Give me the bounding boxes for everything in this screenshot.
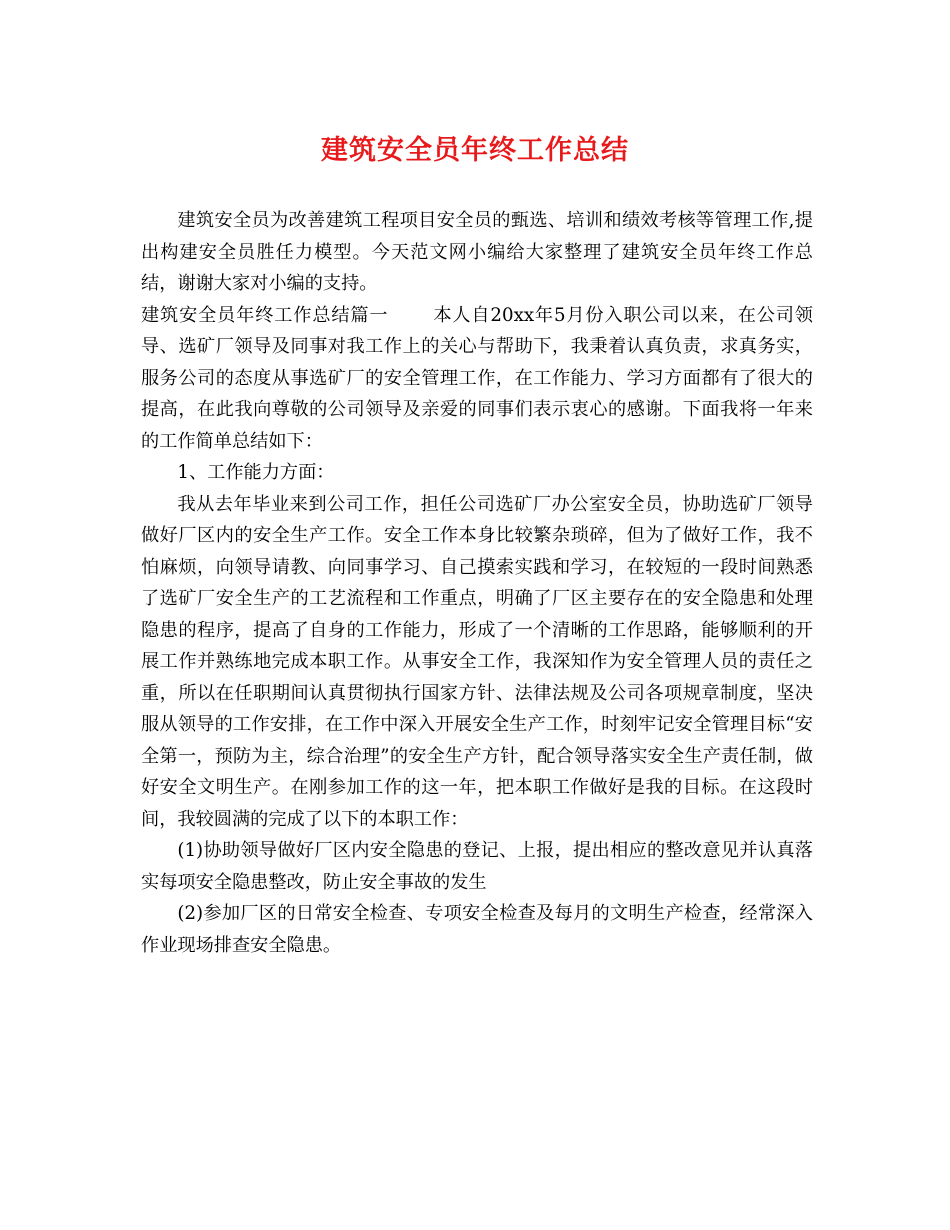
list-item-2: (2)参加厂区的日常安全检查、专项安全检查及每月的文明生产检查，经常深入作业现场排查安全隐患。 <box>141 903 813 956</box>
document-body <box>141 205 813 961</box>
section-paragraph <box>141 300 813 458</box>
intro-paragraph: 建筑安全员为改善建筑工程项目安全员的甄选、培训和绩效考核等管理工作,提出构建安全员胜任力模型。今天范文网小编给大家整理了建筑安全员年终工作总结，谢谢大家对小编的支持。 <box>141 210 813 294</box>
list-item-1: (1)协助领导做好厂区内安全隐患的登记、上报，提出相应的整改意见并认真落实每项安全隐患整改，防止安全事故的发生 <box>141 840 813 893</box>
section-heading: 建筑安全员年终工作总结篇一 <box>141 304 389 326</box>
document-title: 建筑安全员年终工作总结 <box>321 135 629 166</box>
section-opening: 本人自20xx年5月份入职公司以来，在公司领导、选矿厂领导及同事对我工作上的关心与帮助下，我秉着认真负责，求真务实，服务公司的态度从事选矿厂的安全管理工作，在工作能力、学习方面都有了很大的提高，在此我向尊敬的公司领导及亲爱的同事们表示衷心的感谢。下面我将一年来的工作简单总结如下： <box>141 304 813 452</box>
work-ability-paragraph: 我从去年毕业来到公司工作，担任公司选矿厂办公室安全员，协助选矿厂领导做好厂区内的安全生产工作。安全工作本身比较繁杂琐碎，但为了做好工作，我不怕麻烦，向领导请教、向同事学习、自己摸索实践和学习，在较短的一段时间熟悉了选矿厂安全生产的工艺流程和工作重点，明确了厂区主要存在的安全隐患和处理隐患的程序，提高了自身的工作能力，形成了一个清晰的工作思路，能够顺利的开展工作并熟练地完成本职工作。从事安全工作，我深知作为安全管理人员的责任之重，所以在任职期间认真贯彻执行国家方针、法律法规及公司各项规章制度，坚决服从领导的工作安排，在工作中深入开展安全生产工作，时刻牢记安全管理目标“安全第一，预防为主，综合治理”的安全生产方针，配合领导落实安全生产责任制，做好安全文明生产。在刚参加工作的这一年，把本职工作做好是我的目标。在这段时间，我较圆满的完成了以下的本职工作： <box>141 493 813 830</box>
subheading-work-ability: 1、工作能力方面： <box>177 462 335 483</box>
